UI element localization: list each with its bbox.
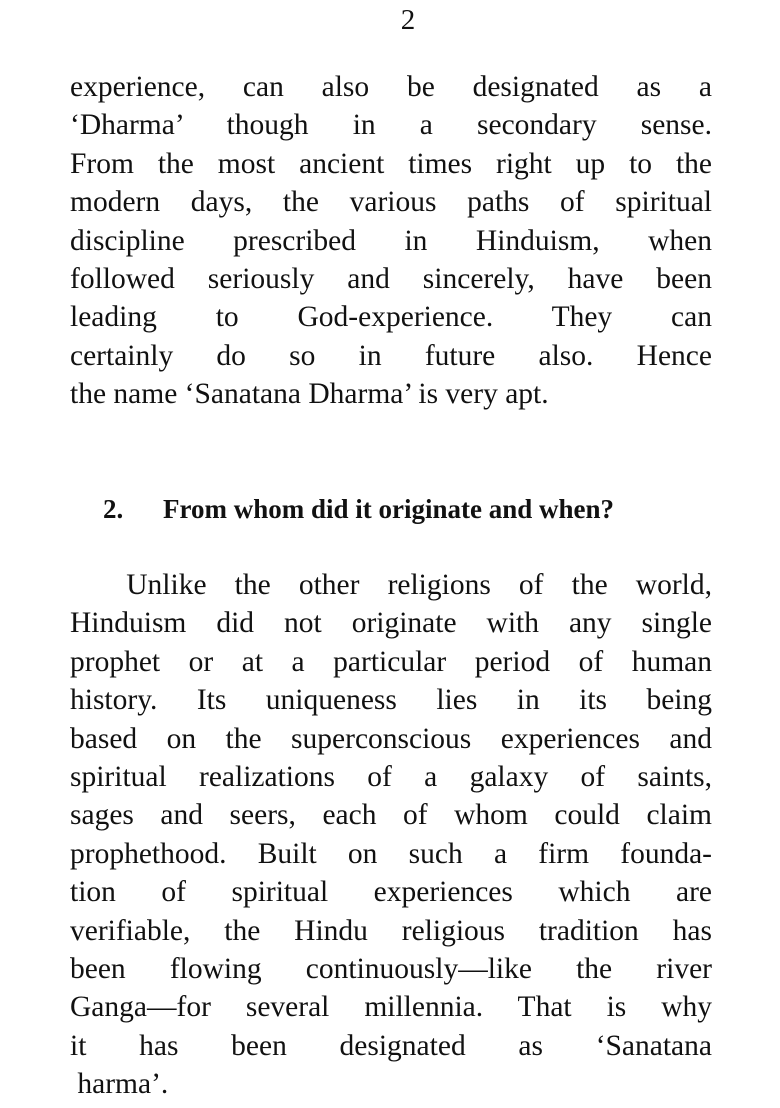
text-line: Ganga—for several millennia. That is why [70, 991, 712, 1024]
text-line: harma’. [70, 1068, 169, 1101]
text-line: verifiable, the Hindu religious tradition has [70, 914, 712, 947]
text-line: been flowing continuously—like the river [70, 952, 712, 985]
text-line: modern days, the various paths of spiritual [70, 186, 712, 219]
text-line: discipline prescribed in Hinduism, when [70, 224, 712, 257]
text-line: prophethood. Built on such a firm founda- [70, 837, 712, 870]
text-line: Hinduism did not originate with any single [70, 607, 712, 640]
text-line: ‘Dharma’ though in a secondary sense. [70, 109, 712, 142]
section-number: 2. [103, 494, 124, 524]
text-line: From the most ancient times right up to the [70, 147, 712, 180]
text-line: experience, can also be designated as a [70, 71, 712, 103]
text-line: Unlike the other religions of the world, [70, 569, 712, 601]
text-line: leading to God-experience. They can [70, 301, 712, 334]
text-line: it has been designated as ‘Sanatana [70, 1029, 712, 1062]
text-line: spiritual realizations of a galaxy of saints, [70, 760, 712, 793]
text-line: tion of spiritual experiences which are [70, 876, 712, 909]
text-line: followed seriously and sincerely, have been [70, 262, 712, 295]
text-line: history. Its uniqueness lies in its being [70, 684, 712, 717]
text-line: sages and seers, each of whom could claim [70, 799, 712, 832]
paragraph-2 [70, 566, 712, 1103]
text-line: certainly do so in future also. Hence [70, 339, 712, 372]
text-line: the name ‘Sanatana Dharma’ is very apt. [70, 378, 549, 411]
text-line: prophet or at a particular period of human [70, 645, 712, 678]
page-number: 2 [400, 4, 416, 36]
section-heading [103, 490, 614, 528]
section-title: From whom did it originate and when? [163, 494, 615, 524]
text-line: based on the superconscious experiences and [70, 722, 712, 755]
paragraph-1 [70, 68, 712, 414]
